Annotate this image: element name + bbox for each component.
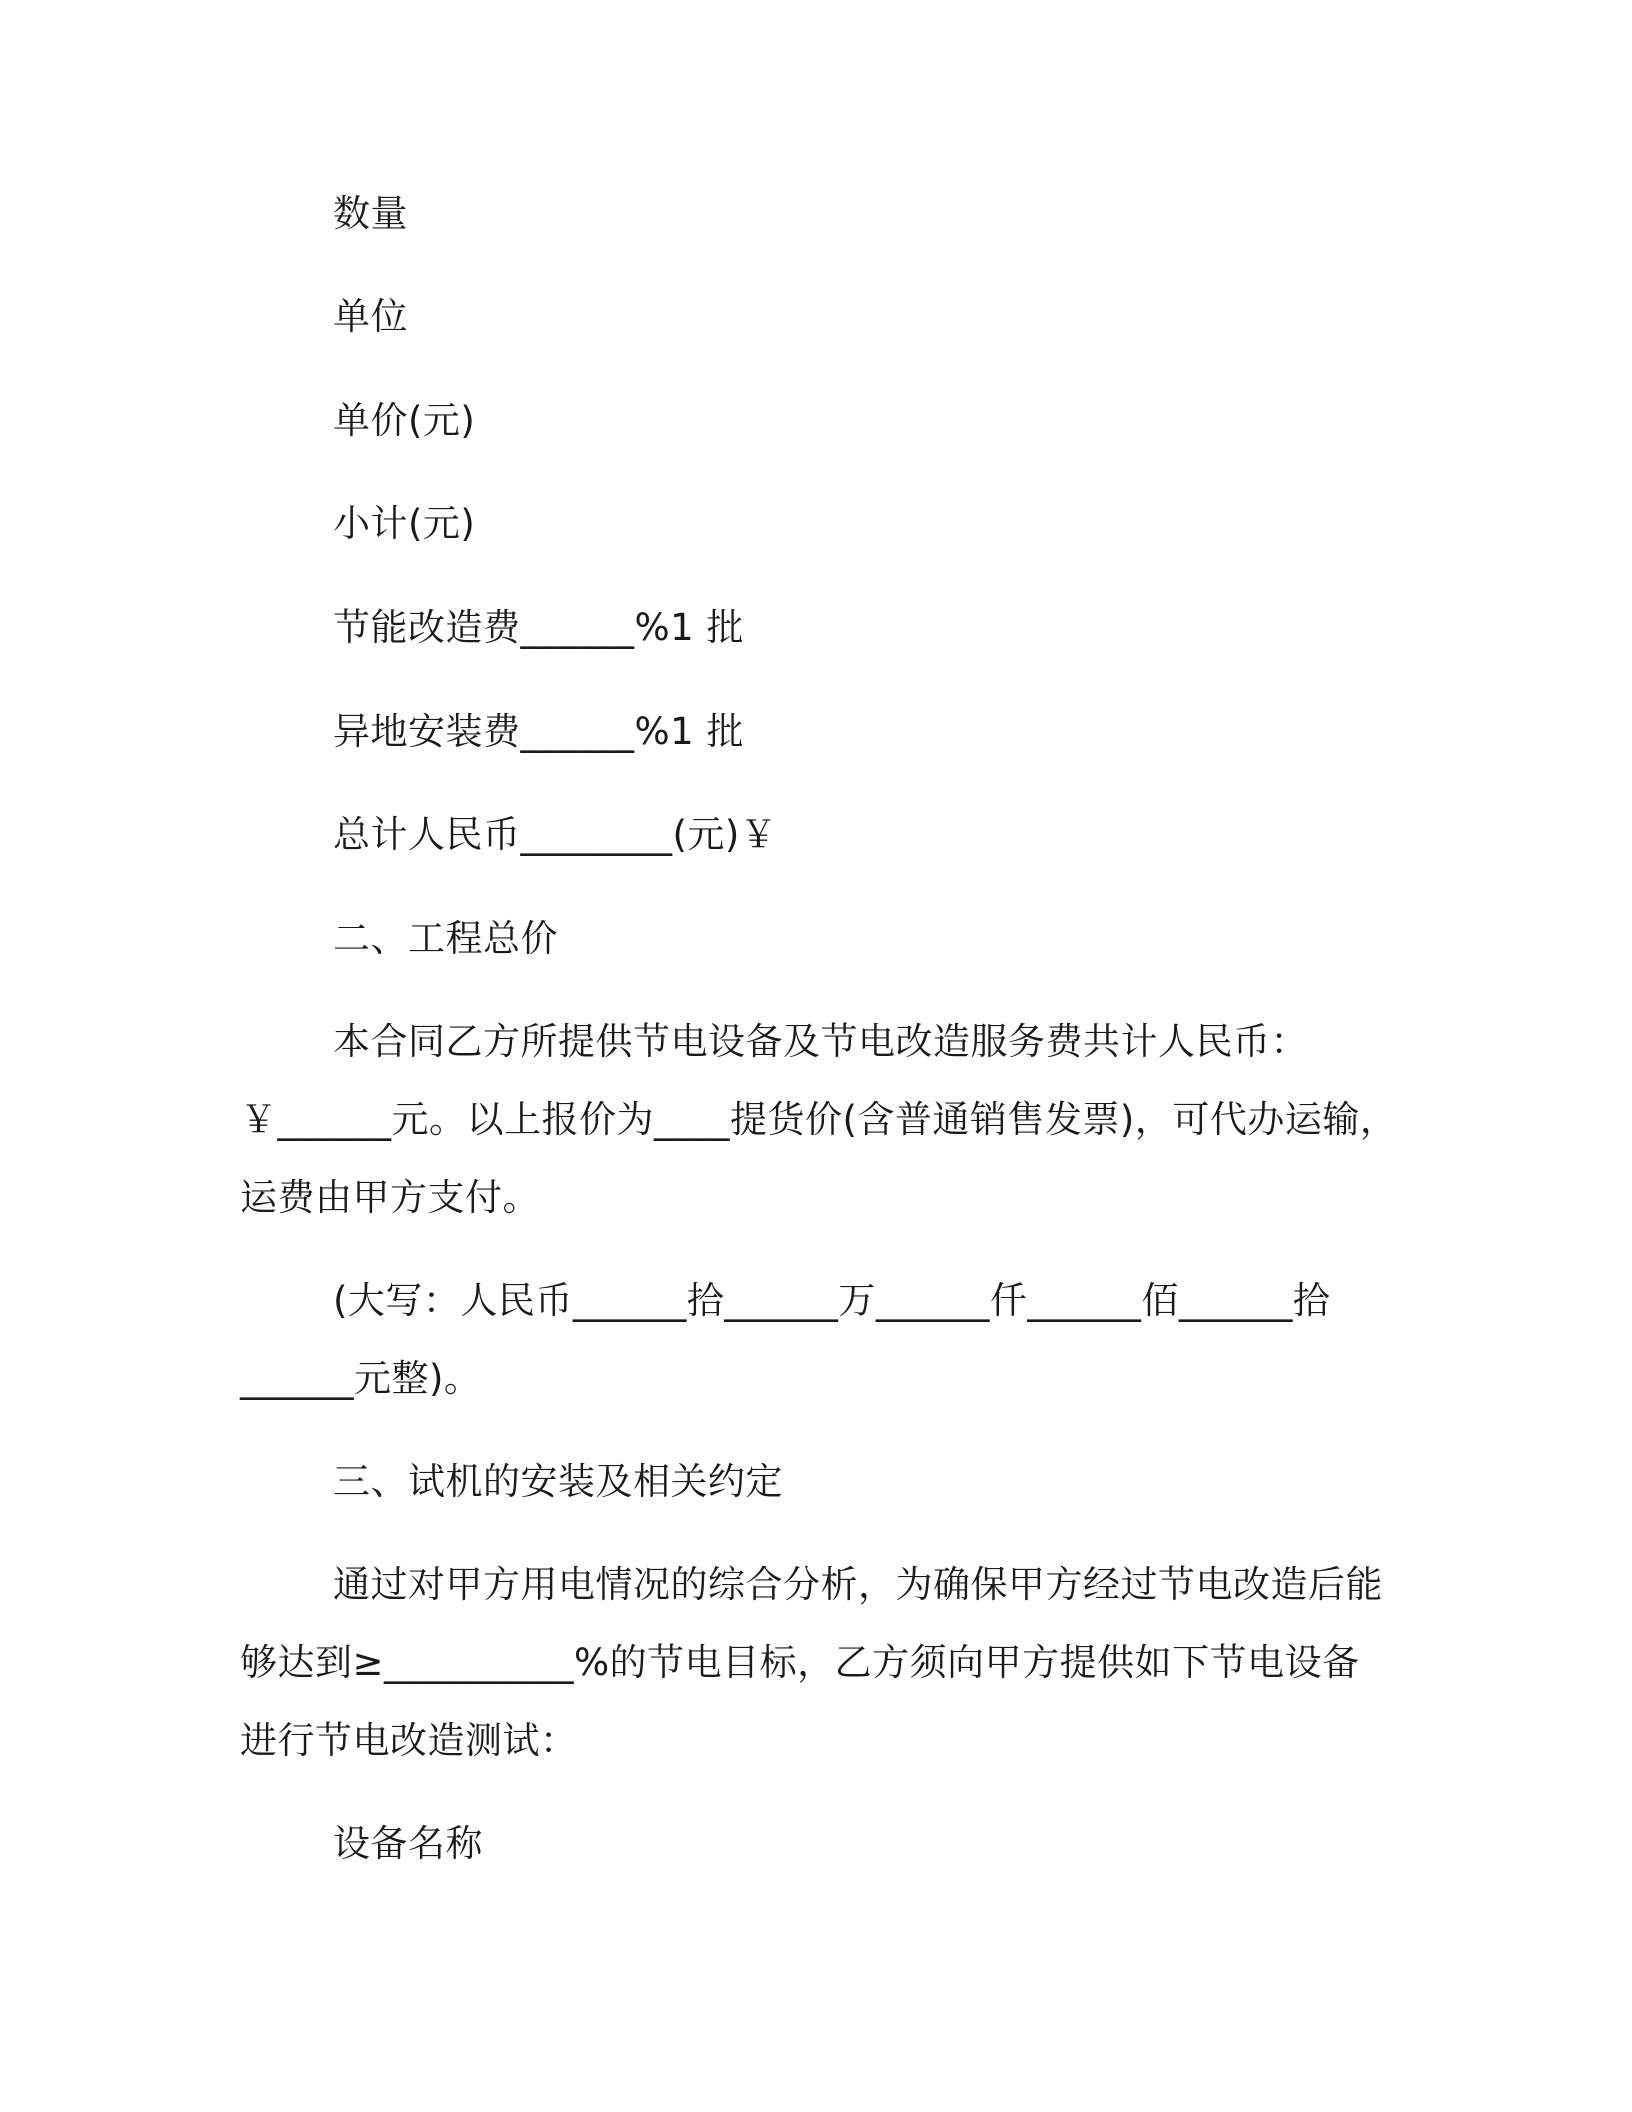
paragraph-price-line-2: ￥______元。以上报价为____提货价(含普通销售发票)，可代办运输，: [240, 1098, 1398, 1141]
paragraph-price-line-3: 运费由甲方支付。: [240, 1176, 540, 1219]
label-device-name: 设备名称: [333, 1822, 483, 1865]
paragraph-test-line-3: 进行节电改造测试：: [240, 1719, 578, 1762]
section-heading-2: 二、工程总价: [333, 917, 558, 960]
label-unit-price: 单价(元): [333, 399, 476, 442]
section-heading-3: 三、试机的安装及相关约定: [333, 1460, 783, 1503]
label-subtotal: 小计(元): [333, 502, 476, 545]
paragraph-price-line-1: 本合同乙方所提供节电设备及节电改造服务费共计人民币：: [333, 1020, 1308, 1063]
paragraph-test-line-2: 够达到≥__________%的节电目标，乙方须向甲方提供如下节电设备: [240, 1641, 1360, 1684]
label-unit: 单位: [333, 295, 408, 338]
line-energy-retrofit-fee: 节能改造费______%1 批: [333, 606, 744, 649]
paragraph-test-line-1: 通过对甲方用电情况的综合分析，为确保甲方经过节电改造后能: [333, 1563, 1383, 1606]
paragraph-capital-line-2: ______元整)。: [240, 1357, 482, 1400]
label-quantity: 数量: [333, 192, 408, 235]
line-remote-install-fee: 异地安装费______%1 批: [333, 710, 744, 753]
paragraph-capital-line-1: (大写：人民币______拾______万______仟______佰______拾: [333, 1279, 1331, 1322]
line-total-rmb: 总计人民币________(元)￥: [333, 813, 778, 856]
